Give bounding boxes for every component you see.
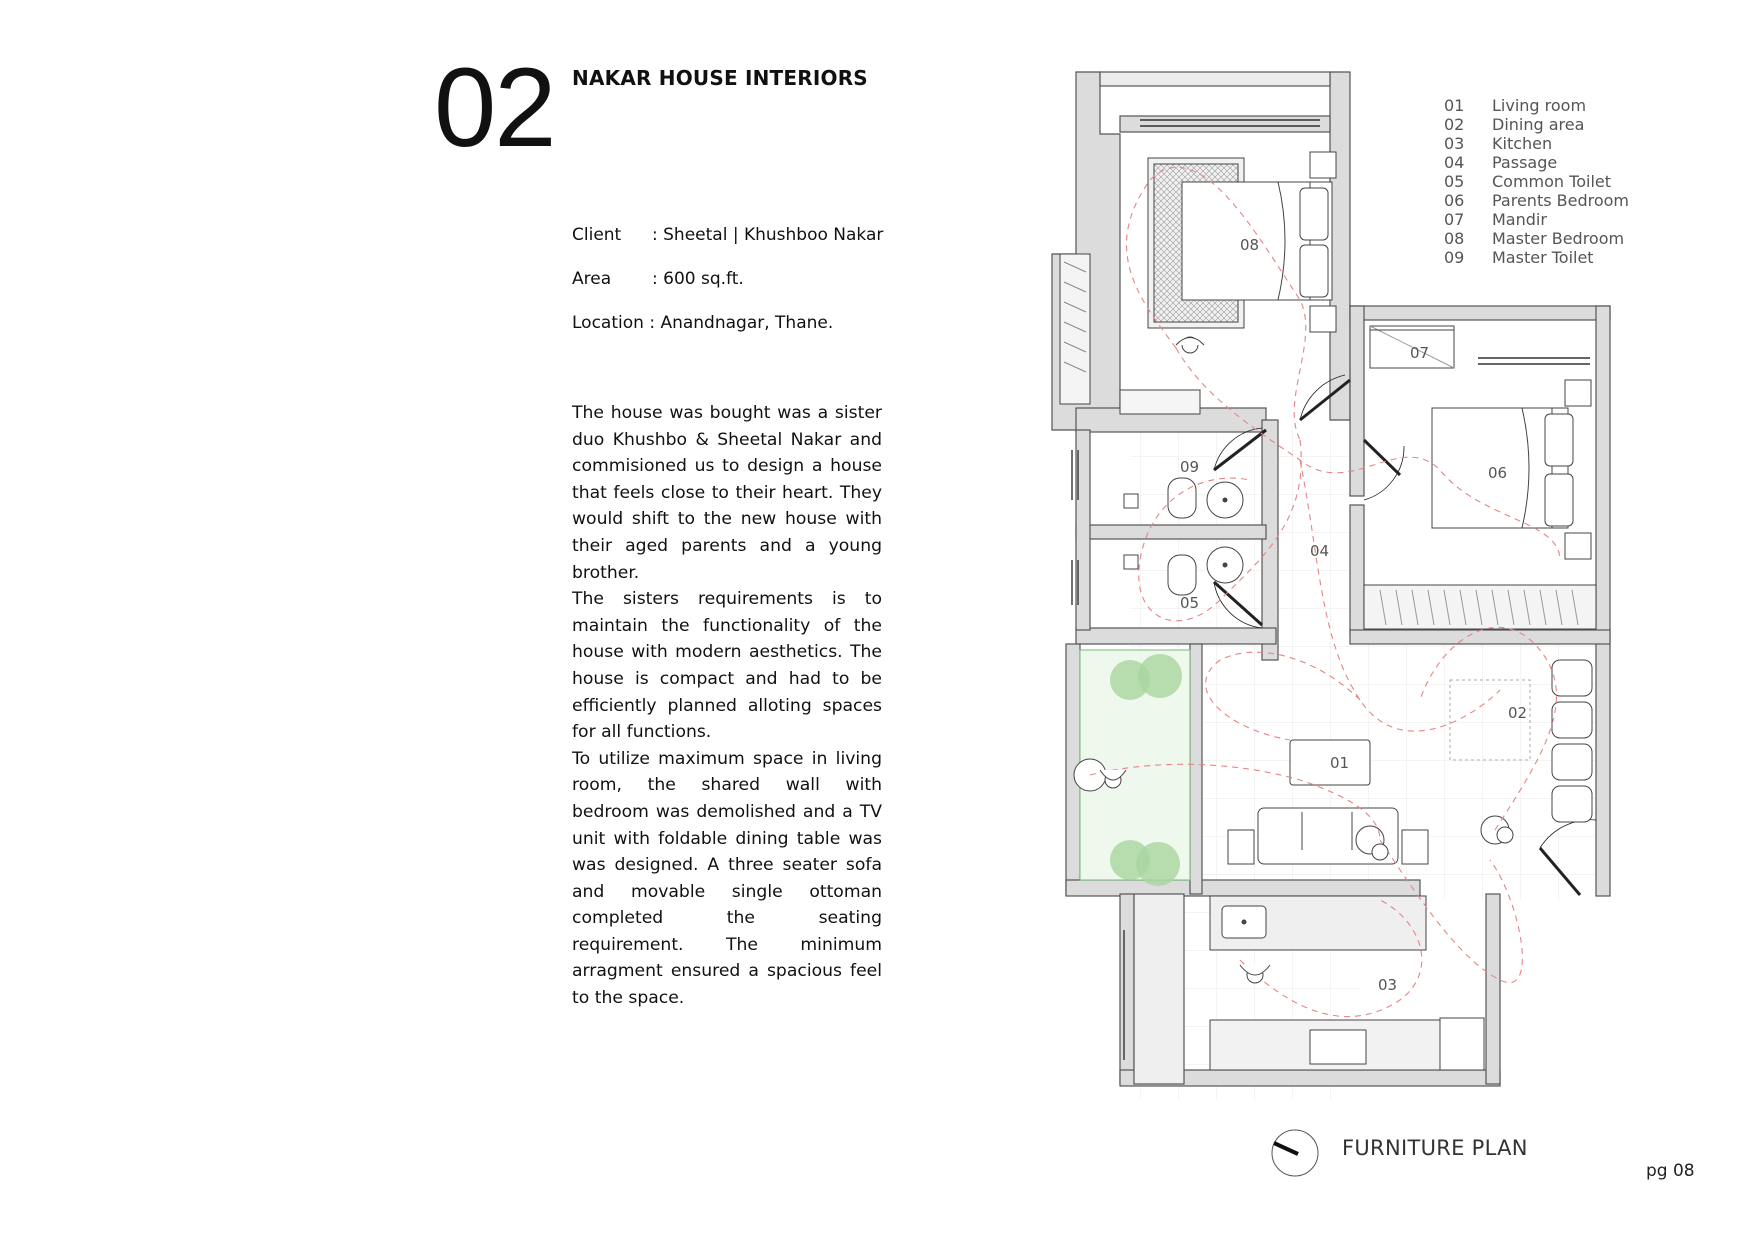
- legend-item: 06 Parents Bedroom: [1444, 191, 1630, 210]
- furniture-floor-plan: [1030, 60, 1630, 1130]
- legend-item: 05 Common Toilet: [1444, 172, 1611, 191]
- room-tag-07: 07: [1410, 344, 1430, 362]
- description-paragraph: The sisters requirements is to maintain the functionality of the house with modern aesthetics. The house is compact and had to be efficiently planned alloting spaces for all functions.: [572, 589, 882, 743]
- project-title: NAKAR HOUSE INTERIORS: [572, 66, 868, 90]
- legend-item: 08 Master Bedroom: [1444, 229, 1625, 248]
- parents-bedroom-furniture: [1364, 380, 1596, 629]
- meta-key: Area: [572, 269, 612, 289]
- meta-value: Anandnagar, Thane.: [660, 313, 834, 333]
- room-tag-06: 06: [1488, 464, 1508, 482]
- balcony-plants: [1074, 650, 1190, 886]
- meta-value: Sheetal | Khushboo Nakar: [663, 225, 884, 245]
- description-paragraph: The house was bought was a sister duo Khushbo & Sheetal Nakar and commisioned us to design a house that feels close to their heart. They would shift to the new house with their aged parents and a young brother.: [572, 403, 882, 583]
- legend-item: 03 Kitchen: [1444, 134, 1553, 153]
- room-tag-02: 02: [1508, 704, 1528, 722]
- legend-item: 04 Passage: [1444, 153, 1558, 172]
- north-arrow-icon: [1270, 1128, 1320, 1178]
- room-tag-05: 05: [1180, 594, 1200, 612]
- meta-client: Client : Sheetal | Khushboo Nakar: [572, 225, 884, 245]
- room-tag-01: 01: [1330, 754, 1350, 772]
- meta-key: Location: [572, 313, 644, 333]
- project-description: [572, 400, 882, 1012]
- legend-item: 09 Master Toilet: [1444, 248, 1594, 267]
- room-tag-08: 08: [1240, 236, 1260, 254]
- page-number: pg 08: [1646, 1161, 1695, 1181]
- legend-item: 01 Living room: [1444, 96, 1587, 115]
- legend-item: 07 Mandir: [1444, 210, 1547, 229]
- room-tag-09: 09: [1180, 458, 1200, 476]
- description-paragraph: To utilize maximum space in living room, the shared wall with bedroom was demolished and a TV unit with foldable dining table was was designed. A three seater sofa and movable single ottoman completed the seating requirement. The minimum arragment ensured a spacious feel to the space.: [572, 748, 882, 1009]
- meta-key: Client: [572, 225, 622, 245]
- project-number: 02: [434, 45, 555, 170]
- meta-area: Area : 600 sq.ft.: [572, 269, 744, 289]
- room-tag-04: 04: [1310, 542, 1330, 560]
- meta-value: 600 sq.ft.: [663, 269, 744, 289]
- plan-title: FURNITURE PLAN: [1342, 1136, 1528, 1160]
- room-tag-03: 03: [1378, 976, 1398, 994]
- meta-location: Location : Anandnagar, Thane.: [572, 313, 834, 333]
- legend-item: 02 Dining area: [1444, 115, 1585, 134]
